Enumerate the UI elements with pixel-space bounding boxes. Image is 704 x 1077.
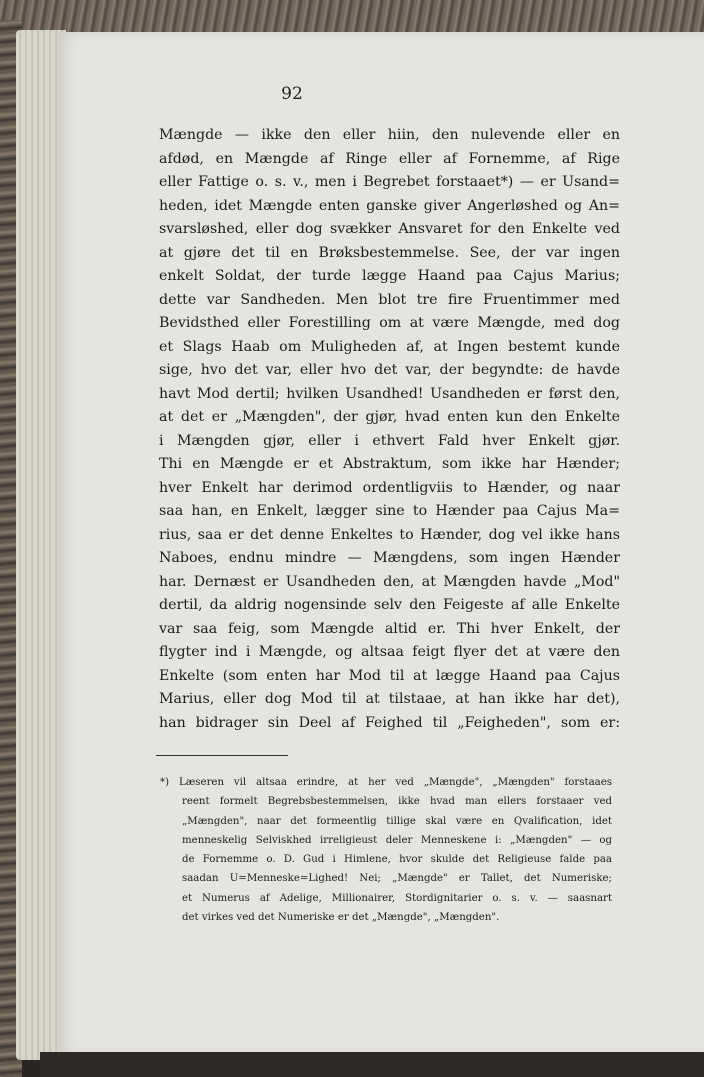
page-number: 92	[281, 84, 303, 104]
text-line: saa han, en Enkelt, lægger sine to Hænder paa Cajus Ma=	[159, 503, 620, 519]
text-line: Bevidsthed eller Forestilling om at være Mængde, med dog	[159, 315, 620, 331]
body-text	[159, 124, 620, 735]
footnote-line: „Mængden", naar det formeentlig tillige skal være en Qvalification, idet	[182, 815, 612, 827]
footnote	[160, 773, 612, 927]
text-line: heden, idet Mængde enten ganske giver Angerløshed og An=	[159, 197, 620, 214]
text-line: enkelt Soldat, der turde lægge Haand paa Cajus Marius;	[159, 268, 620, 284]
text-line: havt Mod dertil; hvilken Usandhed! Usandheden er først den,	[159, 385, 620, 402]
text-line: hver Enkelt har derimod ordentligviis to Hænder, og naar	[159, 479, 620, 496]
footnote-line: et Numerus af Adelige, Millionairer, Stordignitarier o. s. v. — saasnart	[182, 892, 612, 904]
footnote-line: de Fornemme o. D. Gud i Himlene, hvor skulde det Religieuse falde paa	[182, 854, 612, 866]
text-line: i Mængden gjør, eller i ethvert Fald hver Enkelt gjør.	[159, 432, 620, 449]
text-line: eller Fattige o. s. v., men i Begrebet forstaaet*) — er Usand=	[159, 174, 620, 190]
text-line: at det er „Mængden", der gjør, hvad enten kun den Enkelte	[159, 409, 620, 425]
text-line: at gjøre det til en Brøksbestemmelse. See, der var ingen	[159, 244, 620, 261]
text-line: Marius, eller dog Mod til at tilstaae, at han ikke har det),	[159, 691, 620, 707]
footnote-line: saadan U=Menneske=Lighed! Nei; „Mængde" er Tallet, det Numeriske;	[182, 873, 612, 885]
text-line: Mængde — ikke den eller hiin, den nulevende eller en	[159, 127, 620, 143]
text-line: Enkelte (som enten har Mod til at lægge Haand paa Cajus	[159, 667, 620, 684]
footnote-line: reent formelt Begrebsbestemmelsen, ikke hvad man ellers forstaaer ved	[182, 796, 612, 808]
text-line: flygter ind i Mængde, og altsaa feigt flyer det at være den	[159, 644, 620, 660]
footnote-line: menneskelig Selviskhed irreligieust deler Menneskene i: „Mængden" — og	[182, 834, 612, 846]
text-line: var saa feig, som Mængde altid er. Thi hver Enkelt, der	[159, 620, 620, 637]
footnote-line: *) Læseren vil altsaa erindre, at her ved „Mængde", „Mængden" forstaaes	[160, 777, 612, 788]
page-bottom-shadow	[40, 1052, 704, 1077]
text-line: svarsløshed, eller dog svækker Ansvaret for den Enkelte ved	[159, 221, 620, 237]
book-cover-top-edge	[0, 0, 704, 34]
text-line: et Slags Haab om Muligheden af, at Ingen bestemt kunde	[159, 338, 620, 355]
text-line: afdød, en Mængde af Ringe eller af Fornemme, af Rige	[159, 150, 620, 167]
footnote-rule	[156, 755, 288, 756]
text-line: har. Dernæst er Usandheden den, at Mængden havde „Mod"	[159, 573, 620, 590]
text-line: dette var Sandheden. Men blot tre fire Fruentimmer med	[159, 291, 620, 308]
text-line: Naboes, endnu mindre — Mængdens, som ingen Hænder	[159, 550, 620, 566]
text-line: sige, hvo det var, eller hvo det var, der begyndte: de havde	[159, 362, 620, 378]
text-line: Thi en Mængde er et Abstraktum, som ikke har Hænder;	[159, 456, 620, 472]
text-line: rius, saa er det denne Enkeltes to Hænder, dog vel ikke hans	[159, 526, 620, 543]
footnote-line: det virkes ved det Numeriske er det „Mængde", „Mængden".	[182, 912, 500, 924]
text-line: han bidrager sin Deel af Feighed til „Feigheden", som er:	[159, 714, 620, 731]
text-line: dertil, da aldrig nogensinde selv den Feigeste af alle Enkelte	[159, 597, 620, 613]
